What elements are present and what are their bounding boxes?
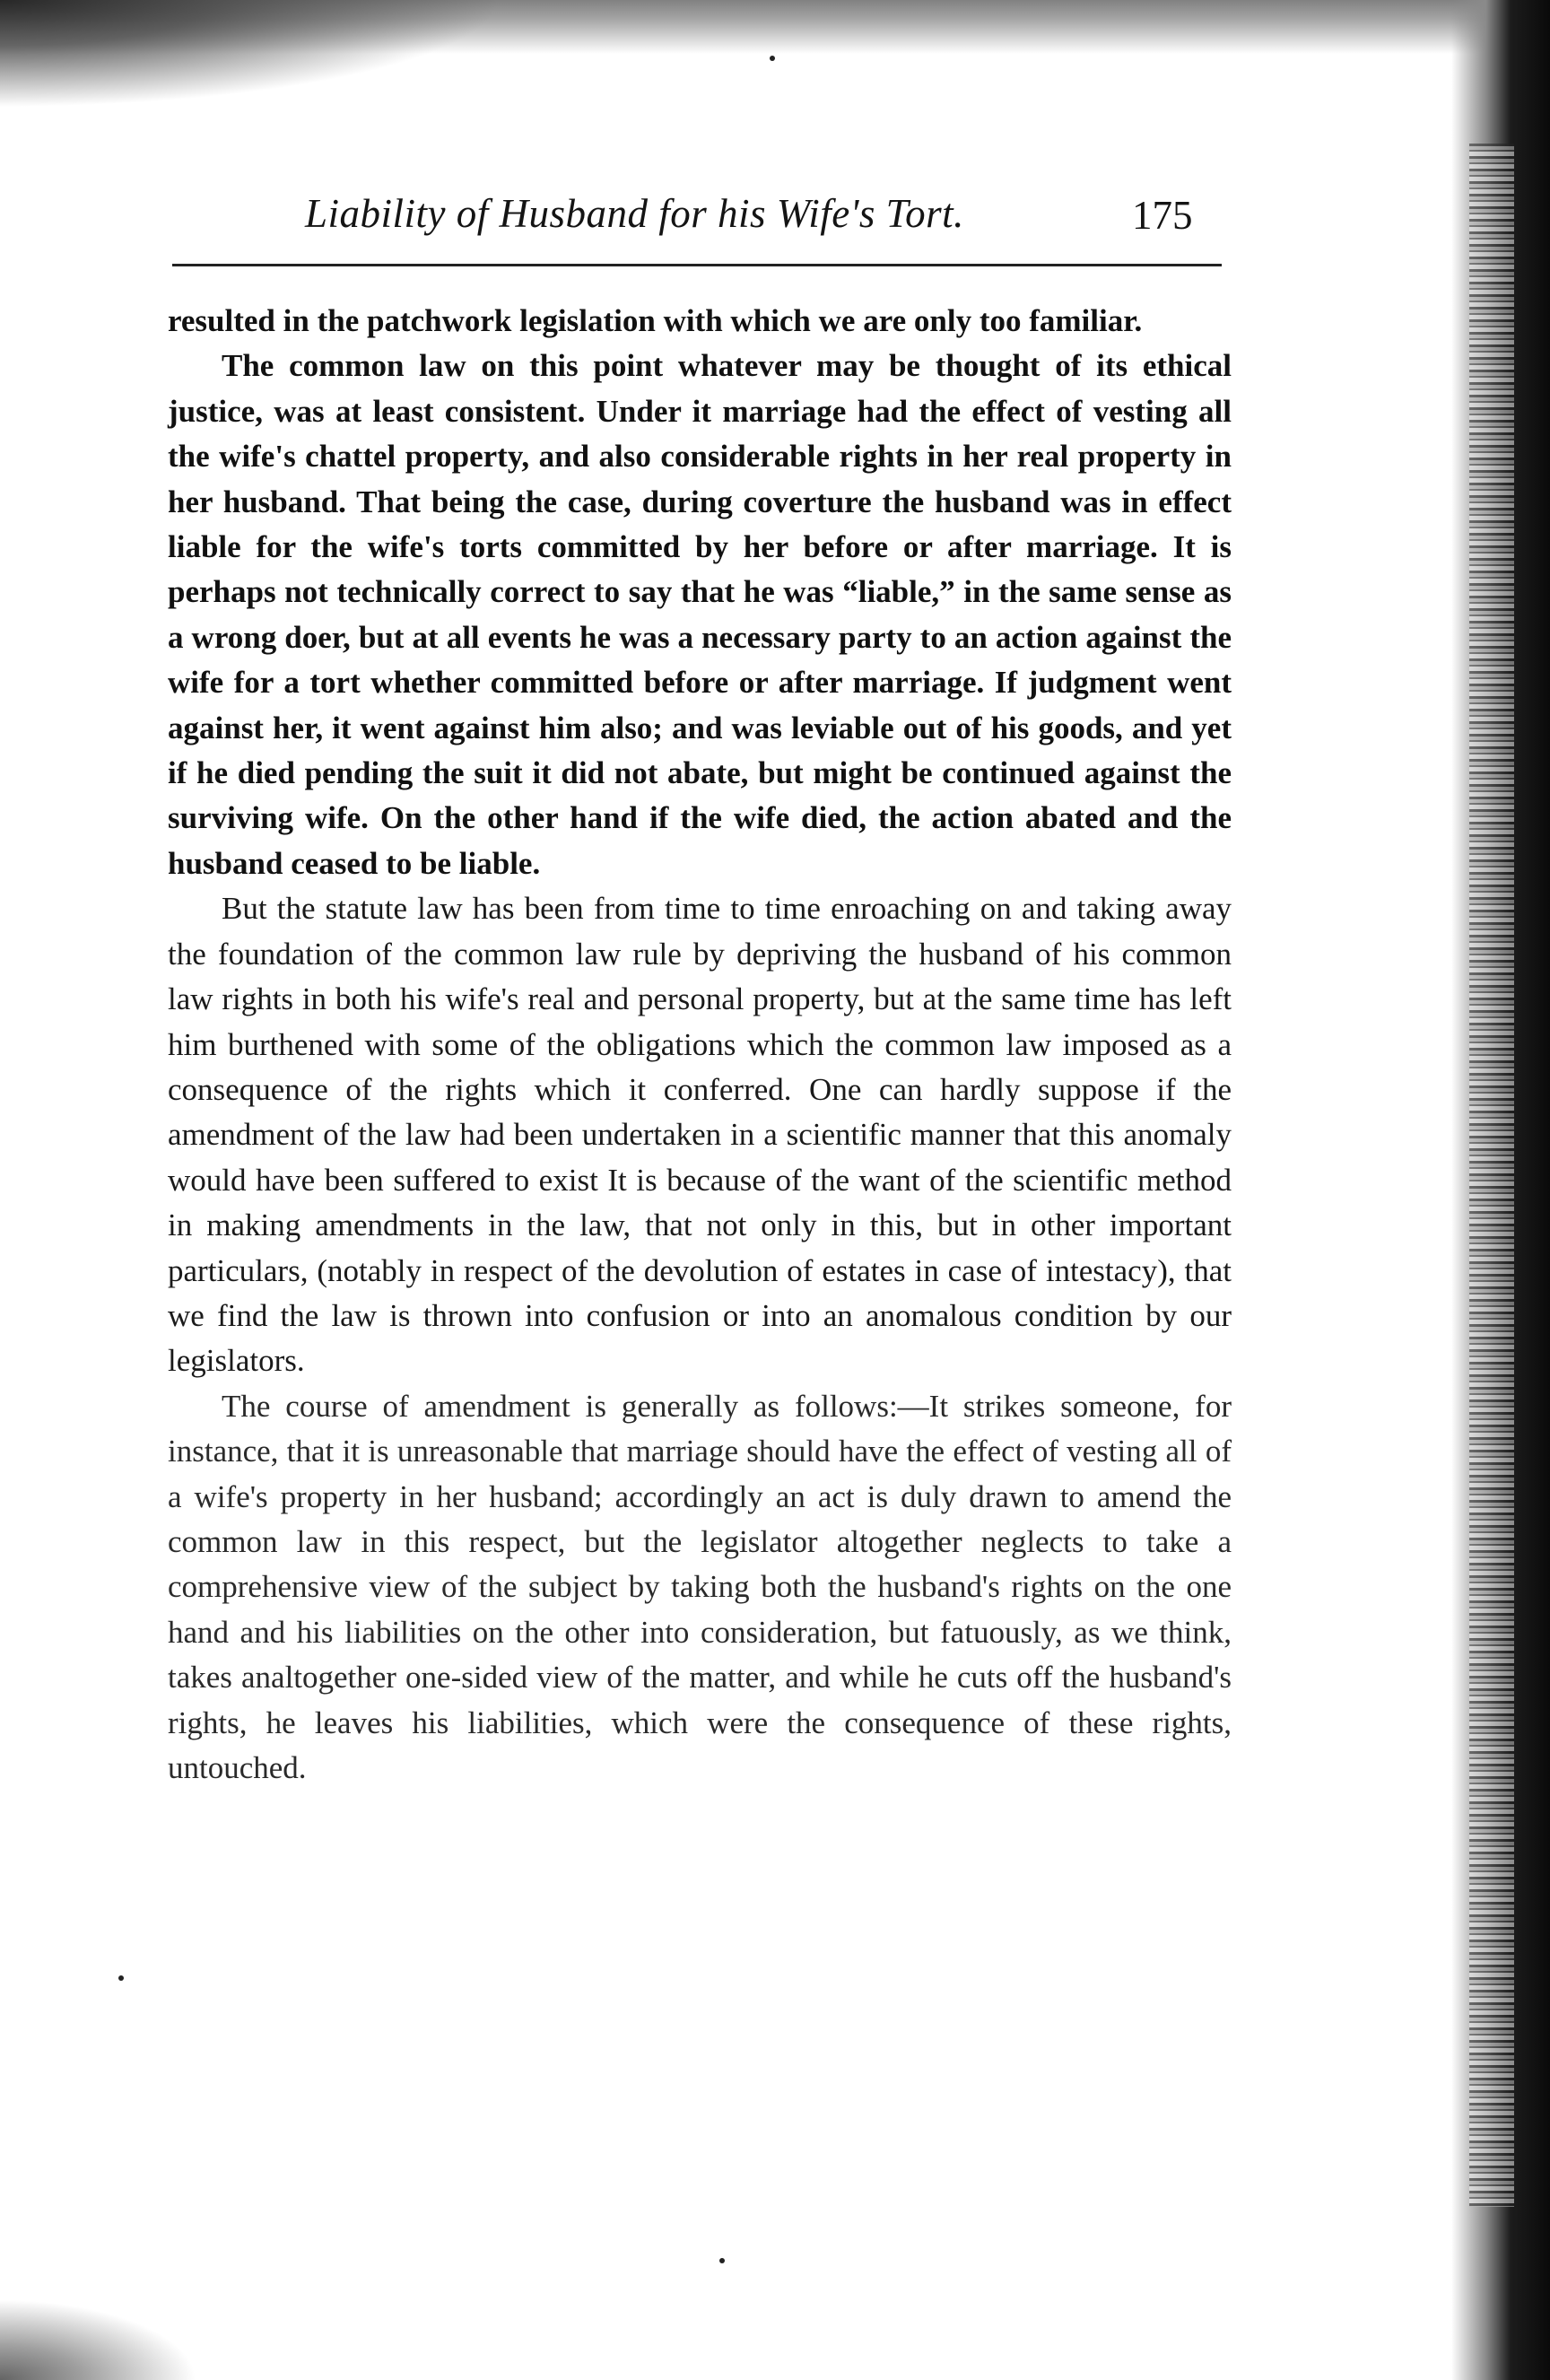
page-body [168,299,1232,1791]
running-head-title: Liability of Husband for his Wife's Tort. [305,191,964,236]
scan-speck [770,56,775,61]
paragraph-4: The course of amendment is generally as follows:—It strikes someone, for instance, that it is unreasonable that marriage should have the effect of vesting all of a wife's property in her husband; accordingly an act is duly drawn to amend the common law in this respect, but the legislator altogether neglects to take a comprehensive view of the subject by taking both the husband's rights on the one hand and his liabilities on the other into consideration, but fatuously, as we think, takes analtogether one-sided view of the matter, and while he cuts off the husband's rights, he leaves his liabilities, which were the consequence of these rights, untouched. [168,1388,1232,1785]
scan-speck [719,2258,725,2263]
paragraph-2: The common law on this point whatever may be thought of its ethical justice, was at least consistent. Under it marriage had the effect of vesting all the wife's chattel property, and also considerable rights in her real property in her husband. That being the case, during coverture the husband was in effect liable for the wife's torts committed by her before or after marriage. It is perhaps not technically correct to say that he was “liable,” in the same sense as a wrong doer, but at all events he was a necessary party to an action against the wife for a tort whether committed before or after marriage. If judgment went against her, it went against him also; and was leviable out of his goods, and yet if he died pending the suit it did not abate, but might be continued against the surviving wife. On the other hand if the wife died, the action abated and the husband ceased to be liable. [168,348,1232,881]
scan-shadow-top-left [0,0,502,108]
page-number: 175 [1132,193,1193,238]
scan-noise-right [1469,144,1514,2207]
header-rule [172,264,1222,266]
paragraph-1: resulted in the patchwork legislation with which we are only too familiar. [168,303,1143,338]
scan-speck [118,1975,124,1981]
paragraph-3: But the statute law has been from time to time enroaching on and taking away the foundation of the common law rule by depriving the husband of his common law rights in both his wife's real and personal property, but at the same time has left him burthened with some of the obligations which the common law imposed as a consequence of the rights which it conferred. One can hardly suppose if the amendment of the law had been undertaken in a scientific manner that this anomaly would have been suffered to exist It is because of the want of the scientific method in making amendments in the law, that not only in this, but in other important particulars, (notably in respect of the devolution of estates in case of intestacy), that we find the law is thrown into confusion or into an anomalous condition by our legislators. [168,891,1232,1379]
scan-shadow-bottom-left [0,2299,197,2380]
